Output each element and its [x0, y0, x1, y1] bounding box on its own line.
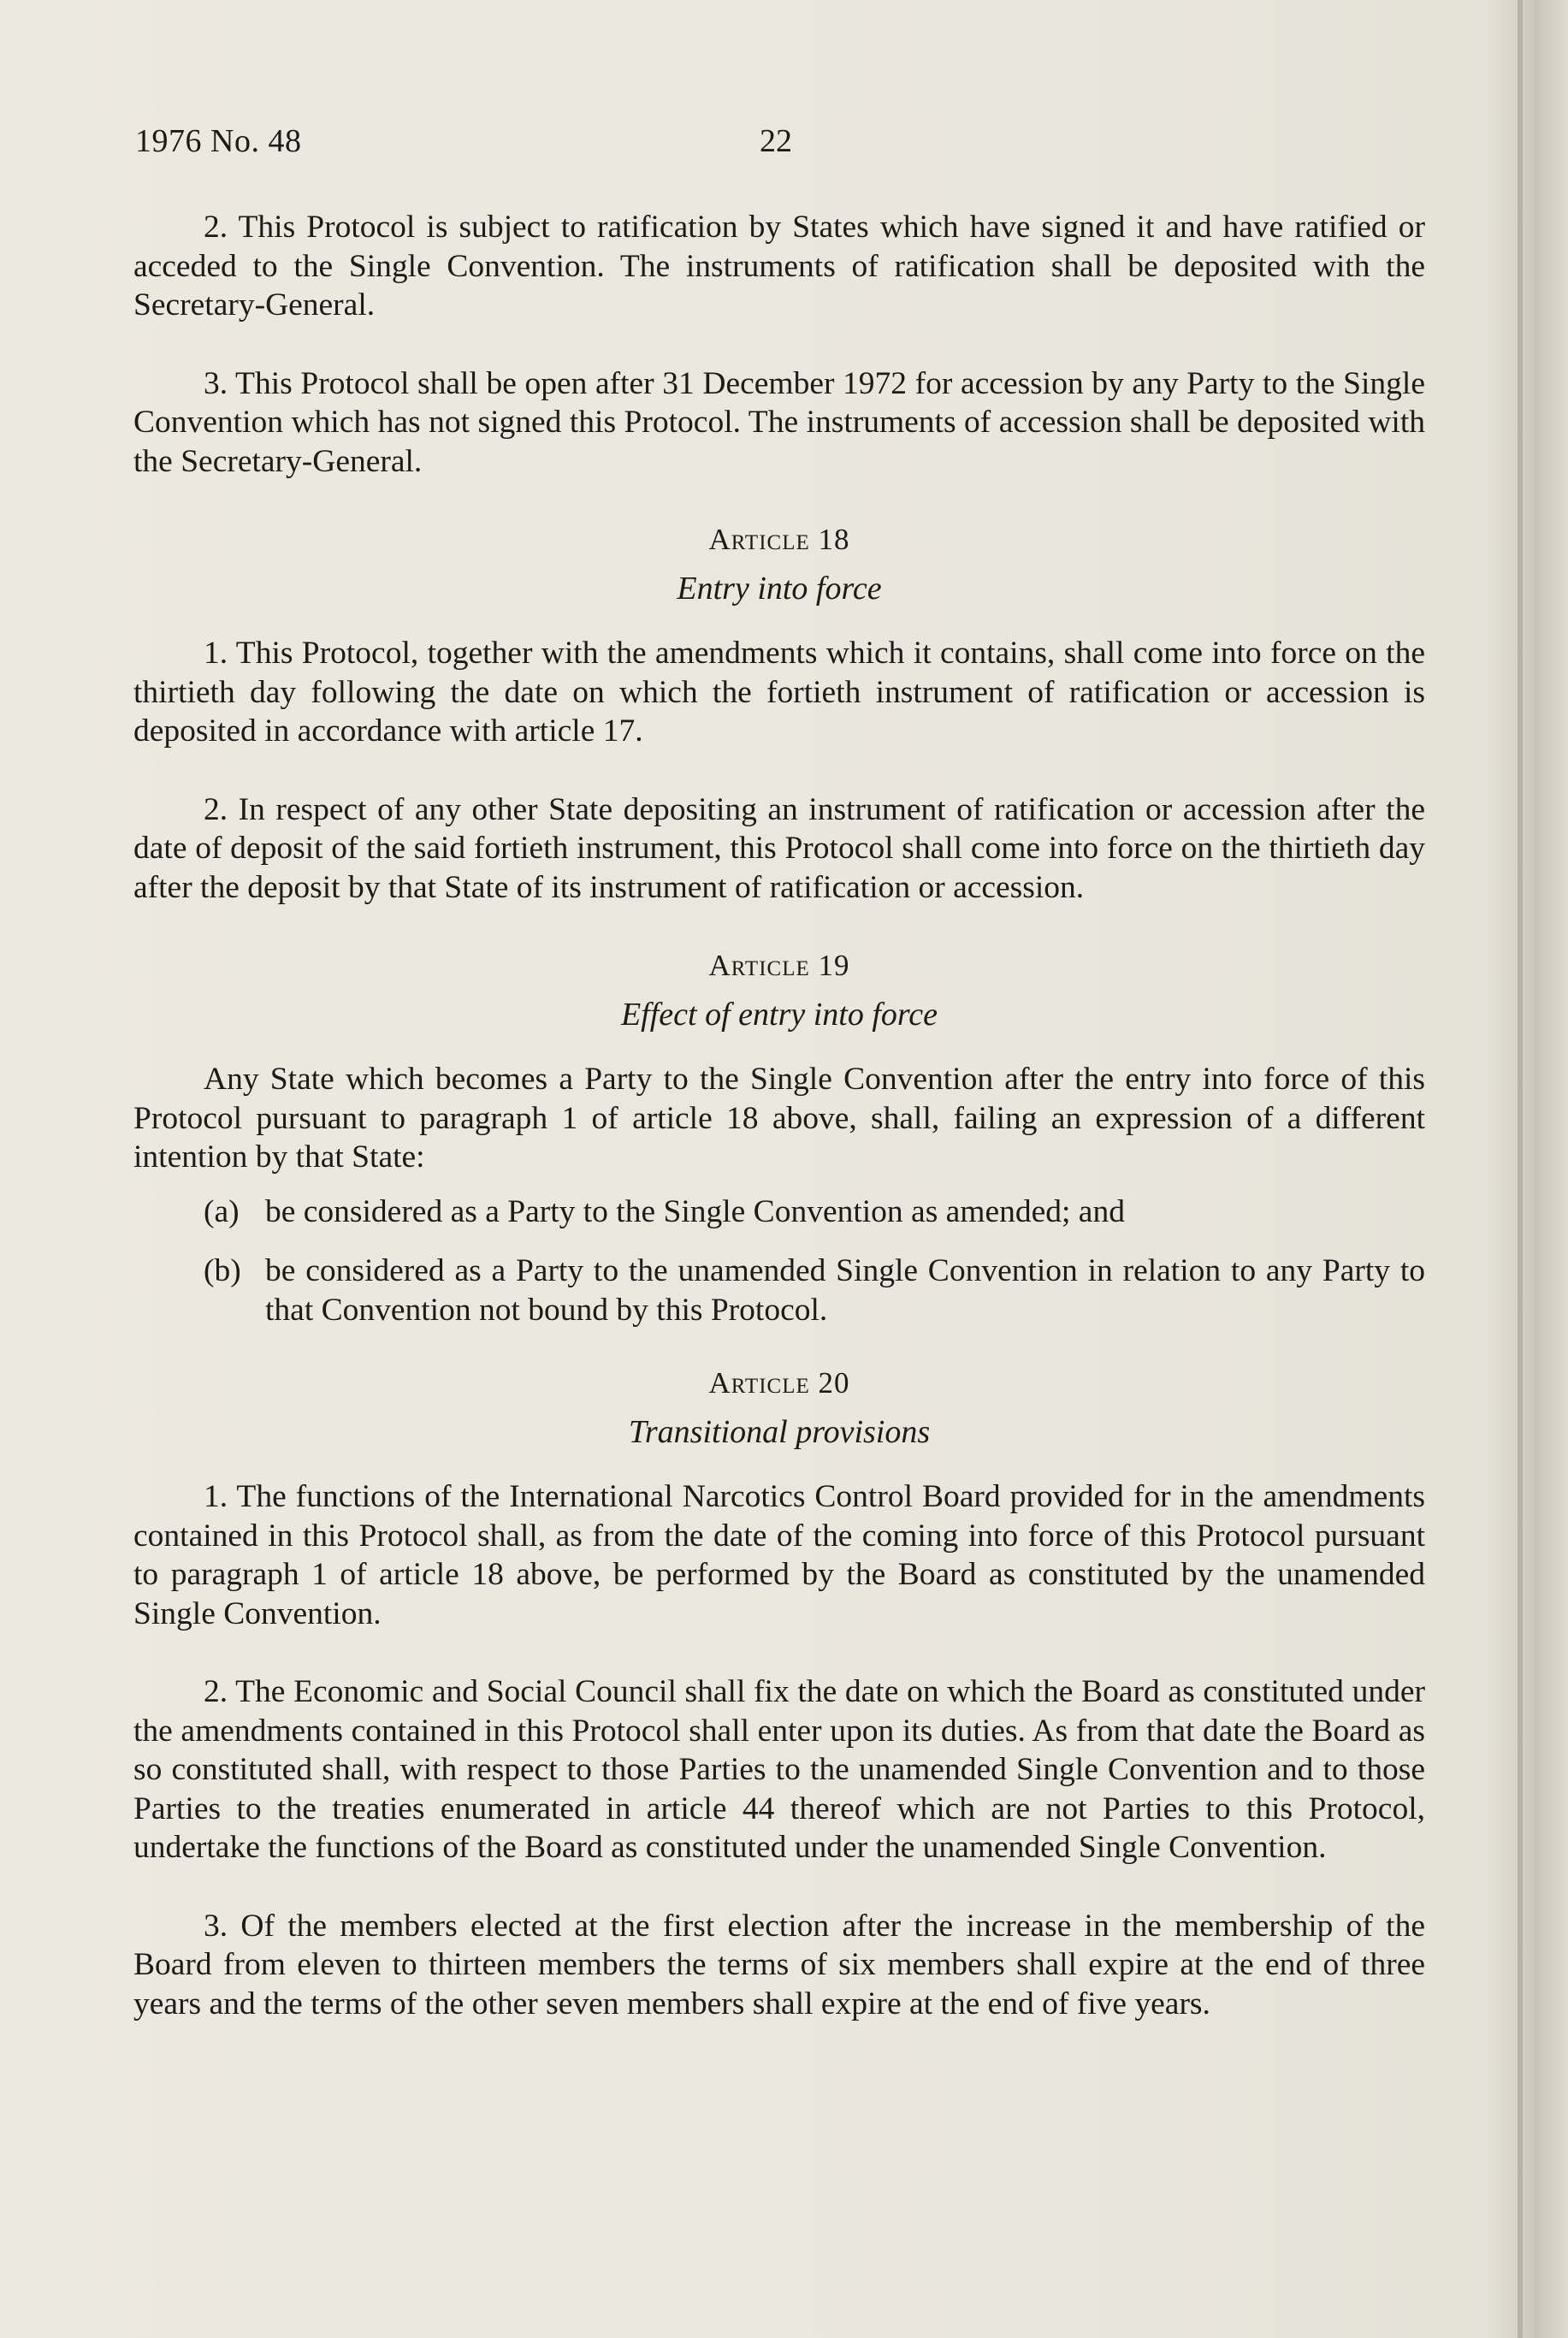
article-19	[133, 946, 1425, 1329]
paragraph: 1. The functions of the International Narcotics Control Board provided for in the amendments contained in this Protocol shall, as from the date of the coming into force of this Protocol pursuant to paragraph 1 of article 18 above, be performed by the Board as constituted by the unamended Single Convention.	[133, 1479, 1425, 1631]
paragraph: 3. Of the members elected at the first election after the increase in the membership of the Board from eleven to thirteen members the terms of six members shall expire at the end of three years and the terms of the other seven members shall expire at the end of five years.	[133, 1908, 1425, 2021]
item-text: be considered as a Party to the Single Convention as amended; and	[265, 1193, 1125, 1229]
article-subtitle: Entry into force	[677, 570, 882, 607]
item-text: be considered as a Party to the unamended Single Convention in relation to any Party to that Convention not bound by this Protocol.	[265, 1253, 1425, 1328]
list-item	[204, 1193, 1425, 1232]
article-heading: Article 18	[708, 523, 850, 556]
article-heading: Article 19	[708, 949, 850, 982]
item-label: (a)	[204, 1193, 240, 1229]
paragraph: 2. This Protocol is subject to ratification by States which have signed it and have ratified or acceded to the Single Convention. The instruments of ratification shall be deposited with the Secretary-General.	[133, 210, 1425, 323]
article-20	[133, 1364, 1425, 2023]
paragraph: 1. This Protocol, together with the amendments which it contains, shall come into force on the thirtieth day following the date on which the fortieth instrument of ratification or accession is deposited in accordance with article 17.	[133, 636, 1425, 749]
page-gutter-shadow	[1518, 0, 1523, 2338]
paragraph: 2. The Economic and Social Council shall fix the date on which the Board as constituted under the amendments contained in this Protocol shall enter upon its duties. As from that date the Board as so constituted shall, with respect to those Parties to the unamended Single Convention and to those Parties to the treaties enumerated in article 44 thereof which are not Parties to this Protocol, undertake the functions of the Board as constituted under the unamended Single Convention.	[133, 1674, 1425, 1865]
page-number: 22	[760, 123, 792, 159]
paragraph: 3. This Protocol shall be open after 31 December 1972 for accession by any Party to the Single Convention which has not signed this Protocol. The instruments of accession shall be deposited with the Secretary-General.	[133, 365, 1425, 479]
item-list	[204, 1193, 1425, 1330]
list-item	[204, 1252, 1425, 1329]
article-subtitle: Transitional provisions	[628, 1413, 931, 1450]
article-18	[133, 520, 1425, 907]
item-label: (b)	[204, 1253, 241, 1288]
article-subtitle: Effect of entry into force	[620, 996, 938, 1033]
adjacent-page-edge	[1488, 0, 1568, 2338]
paragraph: Any State which becomes a Party to the Single Convention after the entry into force of this Protocol pursuant to paragraph 1 of article 18 above, shall, failing an expression of a different intention by that State:	[133, 1062, 1425, 1175]
header-citation: 1976 No. 48	[135, 123, 302, 159]
paragraph: 2. In respect of any other State depositing an instrument of ratification or accession after the date of deposit of the said fortieth instrument, this Protocol shall come into force on the thirtieth day after the deposit by that State of its instrument of ratification or accession.	[133, 791, 1425, 905]
article-heading: Article 20	[708, 1366, 850, 1400]
document-body	[133, 208, 1425, 2063]
